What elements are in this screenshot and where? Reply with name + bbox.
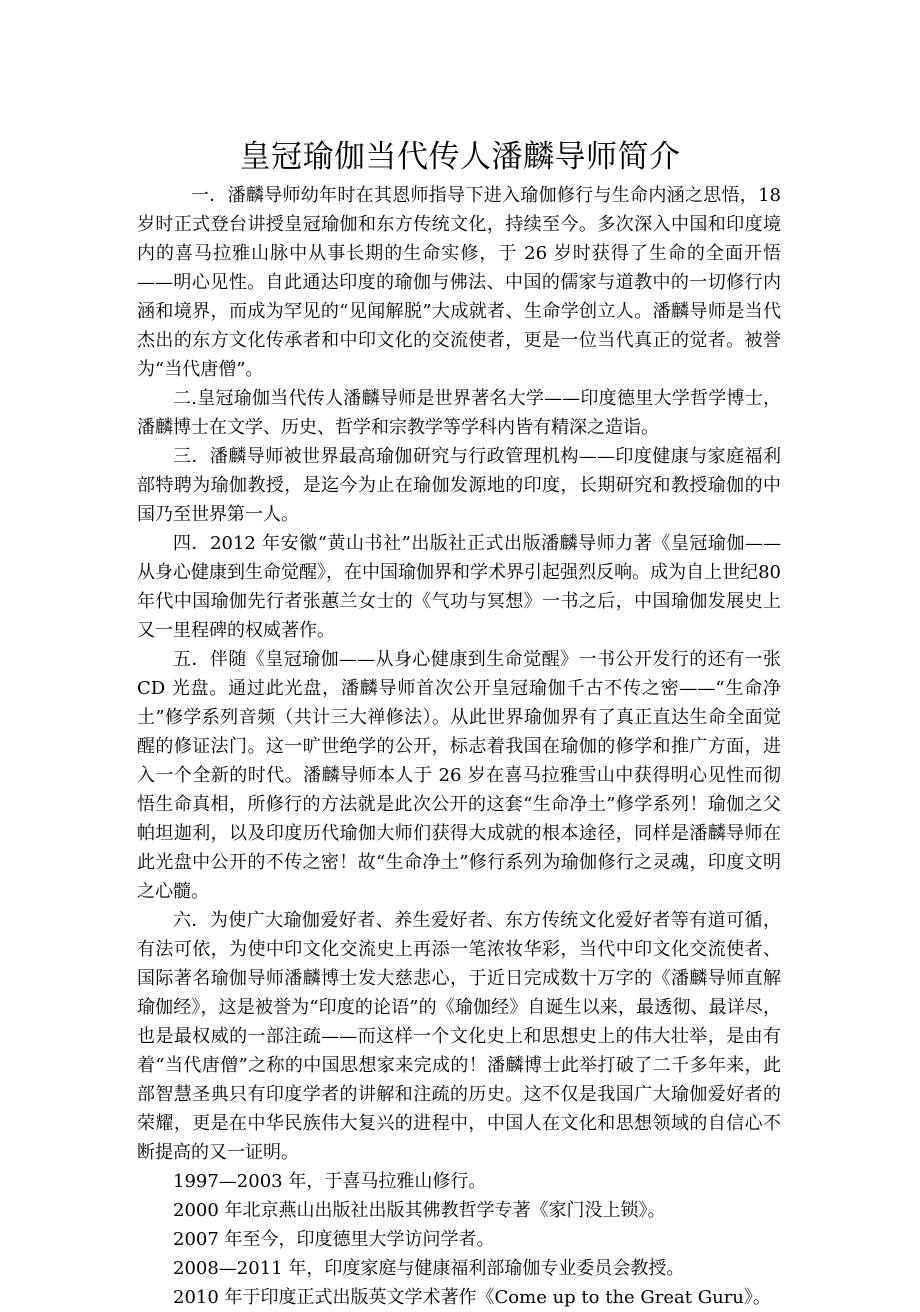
paragraph-3: 三．潘麟导师被世界最高瑜伽研究与行政管理机构——印度健康与家庭福利部特聘为瑜伽教授，是迄今为止在瑜伽发源地的印度，长期研究和教授瑜伽的中国乃至世界第一人。: [137, 446, 781, 525]
paragraph-2: 二.皇冠瑜伽当代传人潘麟导师是世界著名大学——印度德里大学哲学博士，潘麟博士在文学、历史、哲学和宗教学等学科内皆有精深之造诣。: [137, 388, 781, 438]
paragraph-4: 四．2012 年安徽“黄山书社”出版社正式出版潘麟导师力著《皇冠瑜伽——从身心健康到生命觉醒》，在中国瑜伽界和学术界引起强烈反响。成为自上世纪80 年代中国瑜伽先行者张蕙兰女士的《气功与冥想》一书之后，中国瑜伽发展史上又一里程碑的权威著作。: [137, 533, 781, 641]
paragraph-1: 一．潘麟导师幼年时在其恩师指导下进入瑜伽修行与生命内涵之思悟，18岁时正式登台讲授皇冠瑜伽和东方传统文化，持续至今。多次深入中国和印度境内的喜马拉雅山脉中从事长期的生命实修，于 26 岁时获得了生命的全面开悟——明心见性。自此通达印度的瑜伽与佛法、中国的儒家与道教中的一切修行内涵和境界，而成为罕见的“见闻解脱”大成就者、生命学创立人。潘麟导师是当代杰出的东方文化传承者和中印文化的交流使者，更是一位当代真正的觉者。被誉为“当代唐僧”。: [137, 185, 781, 380]
timeline-item-3: 2007 年至今，印度德里大学访问学者。: [173, 1229, 495, 1250]
timeline-item-2: 2000 年北京燕山出版社出版其佛教哲学专著《家门没上锁》。: [173, 1200, 666, 1221]
document-body: [137, 181, 781, 1312]
paragraph-6: 六．为使广大瑜伽爱好者、养生爱好者、东方传统文化爱好者等有道可循，有法可依，为使中印文化交流史上再添一笔浓妆华彩，当代中印文化交流使者、国际著名瑜伽导师潘麟博士发大慈悲心，于近日完成数十万字的《潘麟导师直解瑜伽经》，这是被誉为“印度的论语”的《瑜伽经》自诞生以来，最透彻、最详尽，也是最权威的一部注疏——而这样一个文化史上和思想史上的伟大壮举，是由有着“当代唐僧”之称的中国思想家来完成的！潘麟博士此举打破了二千多年来，此部智慧圣典只有印度学者的讲解和注疏的历史。这不仅是我国广大瑜伽爱好者的荣耀，更是在中华民族伟大复兴的进程中，中国人在文化和思想领域的自信心不断提高的又一证明。: [137, 910, 781, 1163]
timeline-item-4: 2008—2011 年，印度家庭与健康福利部瑜伽专业委员会教授。: [173, 1258, 685, 1279]
timeline-item-1: 1997—2003 年，于喜马拉雅山修行。: [173, 1171, 487, 1192]
document-title: 皇冠瑜伽当代传人潘麟导师简介: [239, 138, 681, 175]
timeline-item-5: 2010 年于印度正式出版英文学术著作《Come up to the Great Guru》。: [173, 1287, 771, 1308]
paragraph-5: 五．伴随《皇冠瑜伽——从身心健康到生命觉醒》一书公开发行的还有一张CD 光盘。通过此光盘，潘麟导师首次公开皇冠瑜伽千古不传之密——“生命净土”修学系列音频（共计三大禅修法）。从此世界瑜伽界有了真正直达生命全面觉醒的修证法门。这一旷世绝学的公开，标志着我国在瑜伽的修学和推广方面，进入一个全新的时代。潘麟导师本人于 26 岁在喜马拉雅雪山中获得明心见性而彻悟生命真相，所修行的方法就是此次公开的这套“生命净土”修学系列！瑜伽之父帕坦迦利，以及印度历代瑜伽大师们获得大成就的根本途径，同样是潘麟导师在此光盘中公开的不传之密！故“生命净土”修行系列为瑜伽修行之灵魂，印度文明之心髓。: [137, 649, 781, 902]
